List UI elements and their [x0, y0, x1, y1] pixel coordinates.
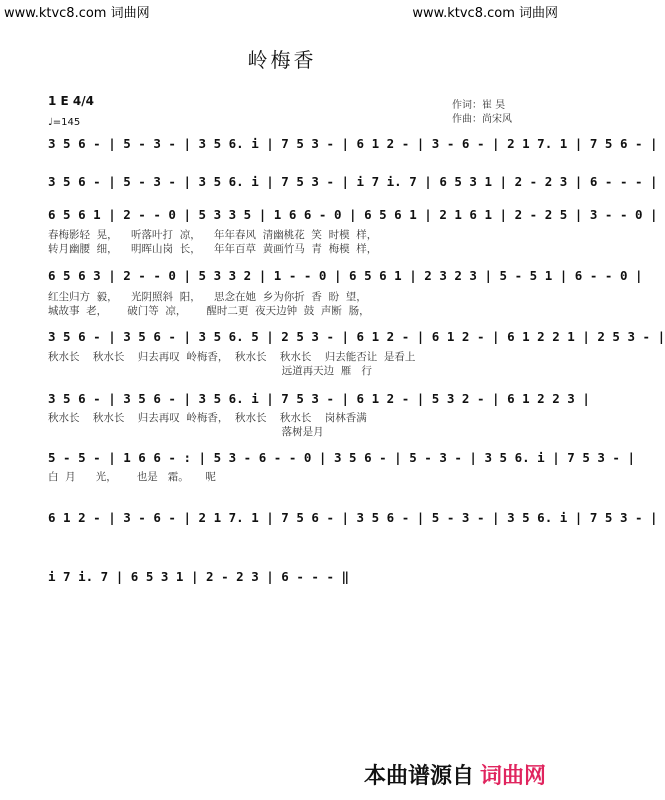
- score-row-5: 3 5 6 - | 3 5 6 - | 3 5 6. 5 | 2 5 3 - | 6 1 2 - | 6 1 2 - | 6 1 2 2 1 | 2 5 3 - |: [48, 329, 665, 344]
- lyric-row-3b: 转月幽腰 细， 明晖山岗 长， 年年百草 黄画竹马 青 梅模 样，: [48, 243, 378, 255]
- key-signature: 1 E 4/4: [48, 94, 94, 108]
- score-row-3: 6 5 6 1 | 2 - - 0 | 5 3 3 5 | 1 6 6 - 0 | 6 5 6 1 | 2 1 6 1 | 2 - 2 5 | 3 - - 0 |: [48, 207, 658, 222]
- score-row-1: 3 5 6 - | 5 - 3 - | 3 5 6. i | 7 5 3 - | 6 1 2 - | 3 - 6 - | 2 1 7. 1 | 7 5 6 - |: [48, 136, 658, 151]
- score-row-8: 6 1 2 - | 3 - 6 - | 2 1 7. 1 | 7 5 6 - | 3 5 6 - | 5 - 3 - | 3 5 6. i | 7 5 3 - |: [48, 510, 658, 525]
- page-title: 岭梅香: [247, 48, 317, 72]
- lyric-row-7a: 白 月 光， 也是 霜。 呢: [48, 471, 216, 483]
- score-row-6: 3 5 6 - | 3 5 6 - | 3 5 6. i | 7 5 3 - | 6 1 2 - | 5 3 2 - | 6 1 2 2 3 |: [48, 391, 590, 406]
- lyric-row-6b: 落树是月: [48, 426, 324, 438]
- score-row-7: 5 - 5 - | 1 6 6 - : | 5 3 - 6 - - 0 | 3 5 6 - | 5 - 3 - | 3 5 6. i | 7 5 3 - |: [48, 450, 635, 465]
- score-row-2: 3 5 6 - | 5 - 3 - | 3 5 6. i | 7 5 3 - | i 7 i. 7 | 6 5 3 1 | 2 - 2 3 | 6 - - - |: [48, 174, 658, 189]
- lyricist-credit: 作词：崔 昊: [452, 100, 506, 111]
- lyric-row-3a: 春梅影轻 晃， 听落叶打 凉， 年年春风 清幽桃花 笑 时模 样，: [48, 229, 378, 241]
- footer-source: [364, 759, 546, 790]
- lyric-row-4a: 红尘归方 毅， 光阴照斜 阳， 思念在她 乡为你折 香 盼 望，: [48, 291, 367, 303]
- lyric-row-4b: 城故事 老， 破门等 凉， 醒时二更 夜天边钟 鼓 声断 肠，: [48, 305, 370, 317]
- footer-text-b: 词曲网: [479, 764, 546, 789]
- composer-credit: 作曲：尚宋风: [452, 114, 512, 125]
- lyric-row-5a: 秋水长 秋水长 归去再叹 岭梅香， 秋水长 秋水长 归去能否让 是看上: [48, 351, 416, 363]
- tempo-marking: ♩=145: [48, 117, 81, 128]
- score-row-9: i 7 i. 7 | 6 5 3 1 | 2 - 2 3 | 6 - - - ‖: [48, 569, 350, 584]
- watermark-right: www.ktvc8.com 词曲网: [412, 6, 558, 21]
- watermark-left: www.ktvc8.com 词曲网: [4, 6, 150, 21]
- footer-text-a: 本曲谱源自: [363, 764, 474, 789]
- score-row-4: 6 5 6 3 | 2 - - 0 | 5 3 3 2 | 1 - - 0 | 6 5 6 1 | 2 3 2 3 | 5 - 5 1 | 6 - - 0 |: [48, 268, 643, 283]
- lyric-row-6a: 秋水长 秋水长 归去再叹 岭梅香， 秋水长 秋水长 岗林香满: [48, 412, 367, 424]
- lyric-row-5b: 远道再天边 雁 行: [48, 365, 372, 377]
